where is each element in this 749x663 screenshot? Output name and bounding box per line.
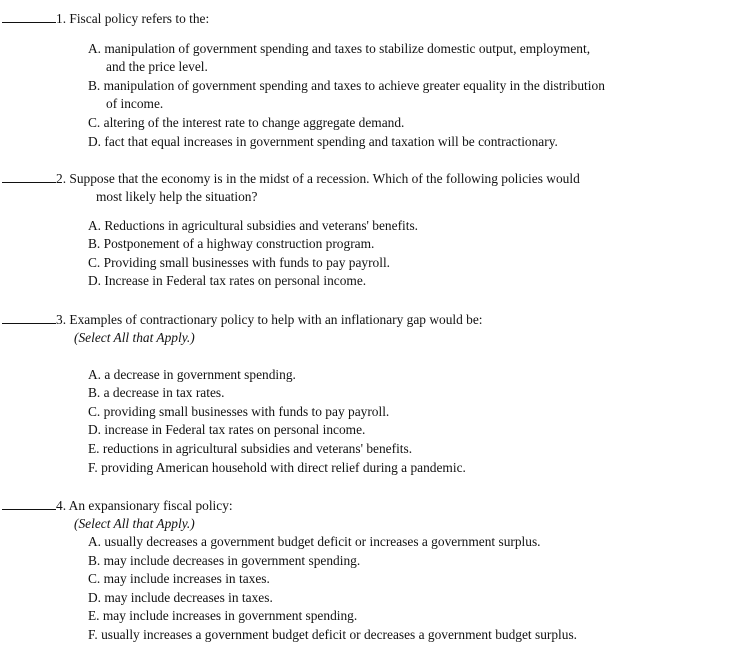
q3-select-all-note: (Select All that Apply.) (74, 330, 195, 345)
q1-option-a: A. manipulation of government spending and taxes to stabilize domestic output, employment, (88, 41, 591, 56)
question-1-stem: 1. Fiscal policy refers to the: (2, 10, 209, 27)
q2-option-d: D. Increase in Federal tax rates on personal income. (88, 273, 367, 288)
answer-blank[interactable] (2, 497, 56, 510)
q3-option-e: E. reductions in agricultural subsidies and veterans' benefits. (88, 441, 413, 456)
answer-blank[interactable] (2, 10, 56, 23)
q4-option-f: F. usually increases a government budget deficit or decreases a government budget surplus. (88, 627, 578, 642)
q3-option-c: C. providing small businesses with funds to pay payroll. (88, 404, 390, 419)
q2-option-c: C. Providing small businesses with funds to pay payroll. (88, 255, 391, 270)
q1-option-b: B. manipulation of government spending and taxes to achieve greater equality in the distribution (88, 78, 605, 93)
question-2-stem: 2. Suppose that the economy is in the midst of a recession. Which of the following policies would (2, 170, 580, 187)
q1-option-a-cont: and the price level. (106, 59, 208, 74)
q3-option-b: B. a decrease in tax rates. (88, 385, 225, 400)
q4-select-all-note: (Select All that Apply.) (74, 516, 195, 531)
question-3-stem: 3. Examples of contractionary policy to help with an inflationary gap would be: (2, 311, 483, 328)
q1-option-d: D. fact that equal increases in government spending and taxation will be contractionary. (88, 134, 558, 149)
q4-option-e: E. may include increases in government spending. (88, 608, 358, 623)
answer-blank[interactable] (2, 170, 56, 183)
question-2-stem-cont: most likely help the situation? (96, 189, 258, 204)
q2-option-b: B. Postponement of a highway construction program. (88, 236, 375, 251)
q3-option-f: F. providing American household with direct relief during a pandemic. (88, 460, 466, 475)
q3-option-a: A. a decrease in government spending. (88, 367, 296, 382)
q4-option-b: B. may include decreases in government spending. (88, 553, 361, 568)
answer-blank[interactable] (2, 311, 56, 324)
q4-option-c: C. may include increases in taxes. (88, 571, 270, 586)
q2-option-a: A. Reductions in agricultural subsidies and veterans' benefits. (88, 218, 419, 233)
q3-option-d: D. increase in Federal tax rates on personal income. (88, 422, 366, 437)
q1-option-c: C. altering of the interest rate to change aggregate demand. (88, 115, 405, 130)
q4-option-d: D. may include decreases in taxes. (88, 590, 273, 605)
question-4-stem: 4. An expansionary fiscal policy: (2, 497, 233, 514)
q1-option-b-cont: of income. (106, 96, 164, 111)
q4-option-a: A. usually decreases a government budget deficit or increases a government surplus. (88, 534, 541, 549)
